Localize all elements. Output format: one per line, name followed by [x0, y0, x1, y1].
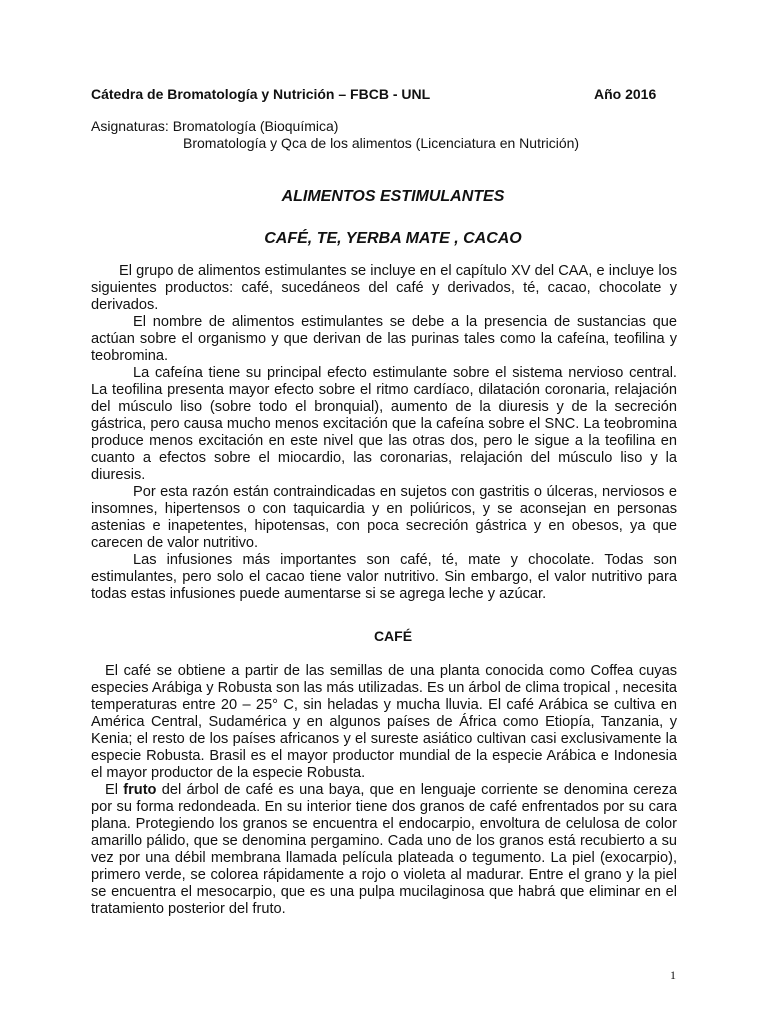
cafe-section	[91, 663, 677, 918]
intro-paragraph: Las infusiones más importantes son café, té, mate y chocolate. Todas son estimulantes, pero solo el cacao tiene valor nutritivo. Sin embargo, el valor nutritivo para todas estas infusiones puede aumentarse si se agrega leche y azúcar.	[91, 552, 677, 602]
header-year: Año 2016	[594, 86, 657, 102]
asignaturas-line-2: Bromatología y Qca de los alimentos (Licenciatura en Nutrición)	[183, 135, 580, 151]
fruto-bold-term: fruto	[123, 782, 157, 798]
cafe-paragraph: El café se obtiene a partir de las semillas de una planta conocida como Coffea cuyas especies Arábiga y Robusta son las más utilizadas. Es un árbol de clima tropical , necesita temperaturas entre 20 – 25° C, sin heladas y mucha lluvia. El café Arábica se cultiva en América Central, Sudamérica y en algunos países de África como Etiopía, Tanzania, y Kenia; el resto de los países africanos y el sureste asiático cultivan casi exclusivamente la especie Robusta. Brasil es el mayor productor mundial de la especie Arábica e Indonesia el mayor productor de la especie Robusta.	[91, 663, 677, 781]
intro-paragraph: Por esta razón están contraindicadas en sujetos con gastritis o úlceras, nerviosos e insomnes, hipertensos o con taquicardia y en poliúricos, y se aconsejan en personas astenias e inapetentes, hipotensas, con poca secreción gástrica y en obesos, ya que carecen de valor nutritivo.	[91, 484, 677, 551]
asignaturas-line-1: Asignaturas: Bromatología (Bioquímica)	[91, 118, 339, 134]
intro-paragraph: La cafeína tiene su principal efecto estimulante sobre el sistema nervioso central. La teofilina presenta mayor efecto sobre el ritmo cardíaco, dilatación coronaria, relajación del músculo liso (sobre todo el bronquial), aumento de la diuresis y de la secreción gástrica, pero causa mucho menos excitación que la cafeína sobre el SNC. La teobromina produce menos excitación en este nivel que las otras dos, pero le sigue a la teofilina en cuanto a efectos sobre el miocardio, las coronarias, relajación del músculo liso y la diuresis.	[91, 365, 677, 483]
cafe-paragraph-fruto	[91, 782, 677, 918]
document-subtitle: CAFÉ, TE, YERBA MATE , CACAO	[264, 230, 522, 247]
section-heading-cafe: CAFÉ	[373, 628, 413, 644]
header-institution: Cátedra de Bromatología y Nutrición – FBCB - UNL	[91, 86, 431, 102]
page-number: 1	[670, 968, 676, 982]
document-title: ALIMENTOS ESTIMULANTES	[281, 188, 505, 205]
fruto-text-before: El	[105, 782, 124, 798]
intro-paragraph: El nombre de alimentos estimulantes se debe a la presencia de sustancias que actúan sobre el organismo y que derivan de las purinas tales como la cafeína, teofilina y teobromina.	[91, 314, 677, 364]
fruto-text-after: del árbol de café es una baya, que en lenguaje corriente se denomina cereza por su forma redondeada. En su interior tiene dos granos de café enfrentados por su cara plana. Protegiendo los granos se encuentra el endocarpio, envoltura de celulosa de color amarillo pálido, que se denomina pergamino. Cada uno de los granos está recubierto a su vez por una débil membrana llamada película plateada o tegumento. La piel (exocarpio), primero verde, se colorea rápidamente a rojo o violeta al madurar. Entre el grano y la piel se encuentra el mesocarpio, que es una pulpa mucilaginosa que habrá que eliminar en el tratamiento posterior del fruto.	[91, 782, 678, 917]
intro-section	[91, 263, 677, 603]
intro-paragraph: El grupo de alimentos estimulantes se incluye en el capítulo XV del CAA, e incluye los siguientes productos: café, sucedáneos del café y derivados, té, cacao, chocolate y derivados.	[91, 263, 677, 313]
